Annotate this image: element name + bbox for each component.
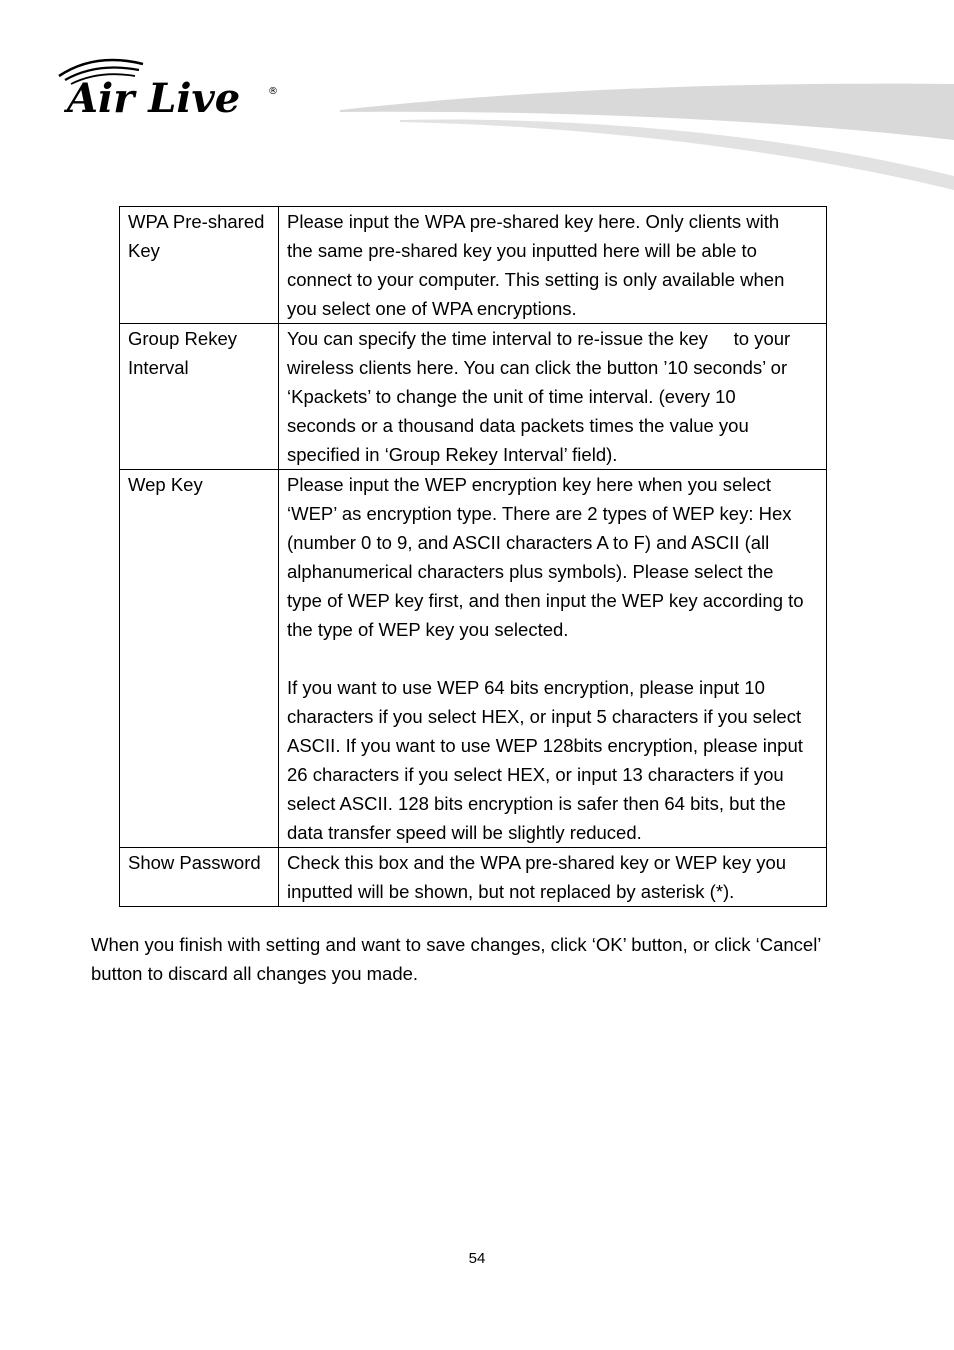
table-cell-description [279, 848, 827, 907]
description-text: Check this box and the WPA pre-shared key or WEP key you inputted will be shown, but not replaced by asterisk (*). [287, 852, 787, 902]
table-cell-description [279, 470, 827, 848]
page-number: 54 [468, 1250, 486, 1267]
page-header [0, 0, 954, 200]
table-row [120, 324, 827, 470]
description-text: Please input the WEP encryption key here when you select ‘WEP’ as encryption type. There are 2 types of WEP key: Hex (number 0 to 9, and ASCII characters A to F) and ASCII (all alphanumerical characters plus symbols). Please select the type of WEP key first, and then input the WEP key according to the type of WEP key you selected. If you want to use WEP 64 bits encryption, please input 10 characters if you select HEX, or input 5 characters if you select ASCII. If you want to use WEP 128bits encryption, please input 26 characters if you select HEX, or input 13 characters if you select ASCII. 128 bits encryption is safer then 64 bits, but the data transfer speed will be slightly reduced. [287, 474, 804, 843]
table-cell-description [279, 207, 827, 324]
term-label: Group Rekey Interval [128, 328, 237, 378]
table-row [120, 207, 827, 324]
term-label: Show Password [128, 852, 261, 873]
footer-paragraph-text: When you finish with setting and want to save changes, click ‘OK’ button, or click ‘Cancel’ button to discard all changes you made. [91, 934, 822, 984]
table-cell-term [120, 470, 279, 848]
footer-paragraph [91, 930, 871, 988]
logo-wordmark: Air Live [67, 75, 241, 120]
header-swoosh [340, 80, 954, 192]
airlive-logo [55, 56, 285, 120]
svg-text:®: ® [268, 86, 278, 97]
term-label: Wep Key [128, 474, 203, 495]
description-text: Please input the WPA pre-shared key here. Only clients with the same pre-shared key you inputted here will be able to connect to your computer. This setting is only available when you select one of WPA encryptions. [287, 211, 785, 319]
table-cell-term [120, 848, 279, 907]
description-text: You can specify the time interval to re-issue the key to your wireless clients here. You can click the button ’10 seconds’ or ‘Kpackets’ to change the unit of time interval. (every 10 seconds or a thousand data packets times the value you specified in ‘Group Rekey Interval’ field). [287, 328, 791, 465]
table-cell-term [120, 207, 279, 324]
table-cell-term [120, 324, 279, 470]
term-label: WPA Pre-shared Key [128, 211, 265, 261]
settings-description-table [119, 206, 827, 907]
table-row [120, 470, 827, 848]
table-cell-description [279, 324, 827, 470]
table-row [120, 848, 827, 907]
